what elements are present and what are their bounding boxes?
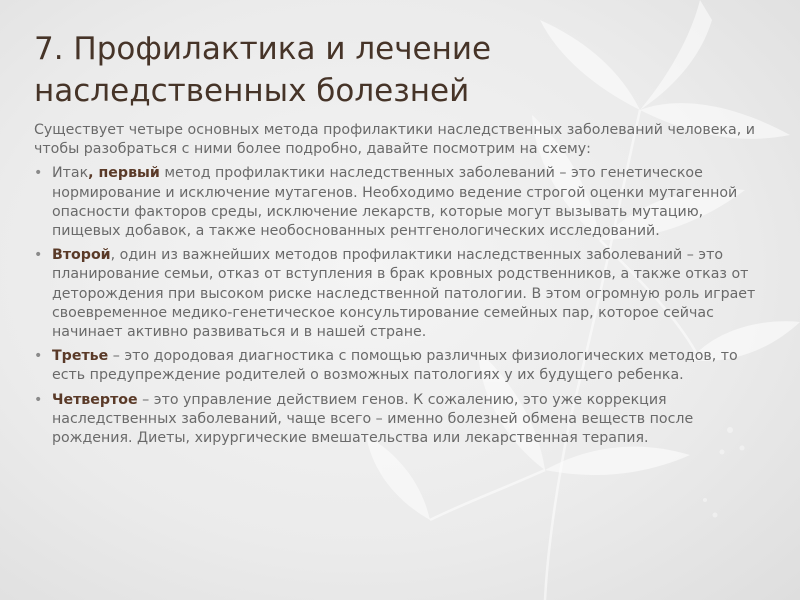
bullet-text: метод профилактики наследственных заболеваний – это генетическое нормирование и исключение мутагенов. Необходимо ведение строгой оценки мутагенной опасности факторов среды, исключение лекарств, которые могут вызывать мутацию, пищевых добавок, а также необоснованных рентгенологических исследований. (52, 165, 738, 240)
bullet-dot-icon: • (34, 348, 43, 365)
bullet-text: , один из важнейших методов профилактики наследственных заболеваний – это планирование семьи, отказ от вступления в брак кровных родственников, а также отказ от деторождения при высоком риске наследственной патологии. В этом огромную роль играет своевременное медико-генетическое консультирование семейных пар, которое сейчас начинает активно развиваться и в нашей стране. (52, 247, 756, 341)
bullet-dot-icon: • (34, 247, 43, 264)
bullet-lead: , первый (88, 165, 160, 182)
bullet-list (34, 164, 774, 448)
bullet-dot-icon: • (34, 391, 43, 408)
bullet-item (34, 391, 774, 449)
slide-body (34, 121, 774, 448)
bullet-prefix: Итак (52, 165, 89, 182)
bullet-item (34, 347, 774, 385)
slide-title: 7. Профилактика и лечение наследственных болезней (34, 31, 492, 109)
bullet-item (34, 164, 774, 241)
bullet-lead: Четвертое (52, 391, 138, 408)
bullet-text: – это дородовая диагностика с помощью различных физиологических методов, то есть предупреждение родителей о возможных патологиях у их будущего ребенка. (52, 348, 738, 384)
intro-paragraph: Существует четыре основных метода профилактики наследственных заболеваний человека, и чтобы разобраться с ними более подробно, давайте посмотрим на схему: (34, 122, 755, 158)
bullet-lead: Третье (52, 348, 109, 365)
bullet-dot-icon: • (34, 165, 43, 182)
bullet-text: – это управление действием генов. К сожалению, это уже коррекция наследственных заболеваний, чаще всего – именно болезней обмена веществ после рождения. Диеты, хирургические вмешательства или лекарственная терапия. (52, 391, 694, 447)
bullet-item (34, 246, 774, 342)
bullet-lead: Второй (52, 247, 111, 264)
